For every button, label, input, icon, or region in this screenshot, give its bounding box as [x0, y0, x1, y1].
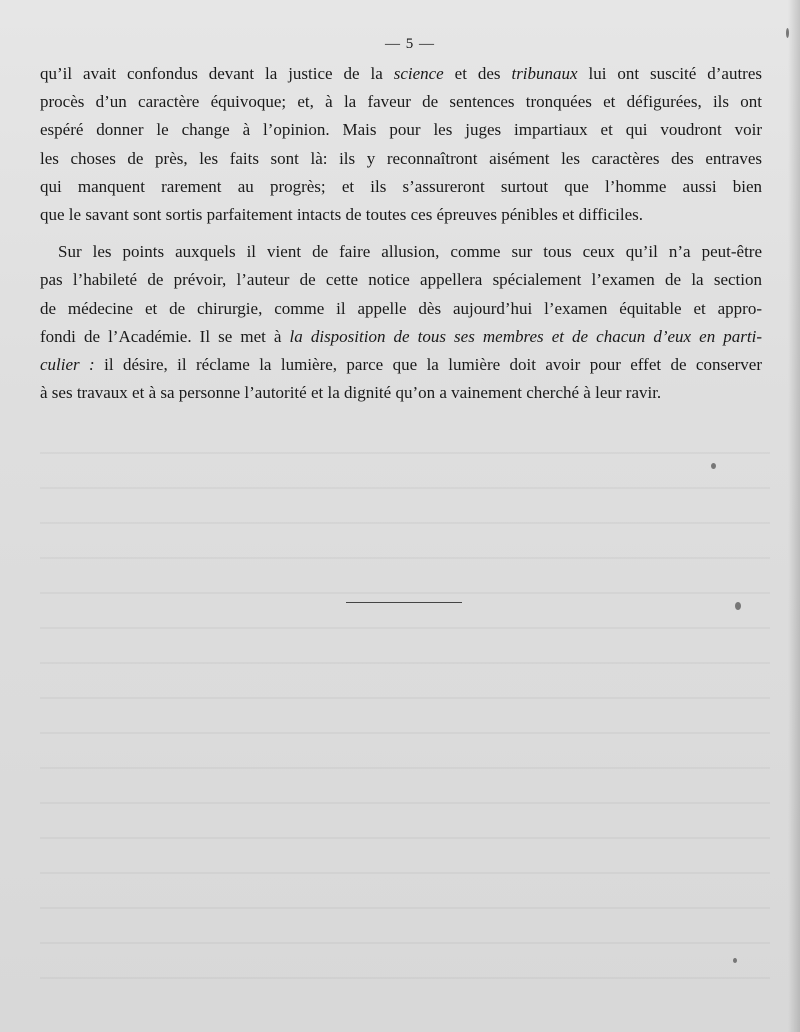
body-text [40, 60, 762, 407]
paragraph-2-line-1: Sur les points auxquels il vient de faire allusion, comme sur tous ceux qu’il n’a peut-être [58, 242, 762, 262]
paragraph-1-line-5: qui manquent rarement au progrès; et ils s’assureront surtout que l’homme aussi bien [40, 176, 762, 196]
paragraph-gap [40, 229, 762, 238]
paragraph-2-line-5: culier : il désire, il réclame la lumière, parce que la lumière doit avoir pour effet de conserver [40, 354, 762, 374]
paragraph-1-line-3: espéré donner le change à l’opinion. Mais pour les juges impartiaux et qui voudront voir [40, 120, 762, 140]
show-through-texture [40, 430, 770, 990]
paragraph-1-line-1: qu’il avait confondus devant la justice de la science et des tribunaux lui ont suscité d’autres [40, 64, 762, 83]
page-edge-shadow [788, 0, 800, 1032]
paragraph-1-line-2: procès d’un caractère équivoque; et, à la faveur de sentences tronquées et défigurées, ils ont [40, 92, 762, 112]
emphasis-science: science [393, 64, 444, 83]
paragraph-1-line-4: les choses de près, les faits sont là: ils y reconnaîtront aisément les caractères des entraves [40, 148, 762, 168]
emphasis-tribunaux: tribunaux [511, 64, 578, 83]
paragraph-1-line-6: que le savant sont sortis parfaitement intacts de toutes ces épreuves pénibles et difficiles. [40, 204, 644, 224]
paragraph-2-line-6: à ses travaux et à sa personne l’autorité et la dignité qu’on a vainement cherché à leur ravir. [40, 383, 662, 403]
ink-speck [733, 958, 737, 963]
ink-speck [735, 602, 741, 610]
emphasis-culier: culier : [40, 354, 95, 374]
page-number: — 5 — [385, 36, 435, 52]
emphasis-disposition: la disposition de tous ses membres et de chacun d’eux en parti- [289, 326, 762, 346]
paragraph-2-line-3: de médecine et de chirurgie, comme il appelle dès aujourd’hui l’examen équitable et appro- [40, 298, 762, 318]
section-rule [346, 602, 462, 603]
ink-speck [786, 28, 789, 38]
ink-speck [711, 463, 716, 469]
paragraph-2-line-4: fondi de l’Académie. Il se met à la disposition de tous ses membres et de chacun d’eux en parti- [40, 326, 762, 346]
paragraph-2-line-2: pas l’habileté de prévoir, l’auteur de cette notice appellera spécialement l’examen de la section [40, 270, 762, 290]
